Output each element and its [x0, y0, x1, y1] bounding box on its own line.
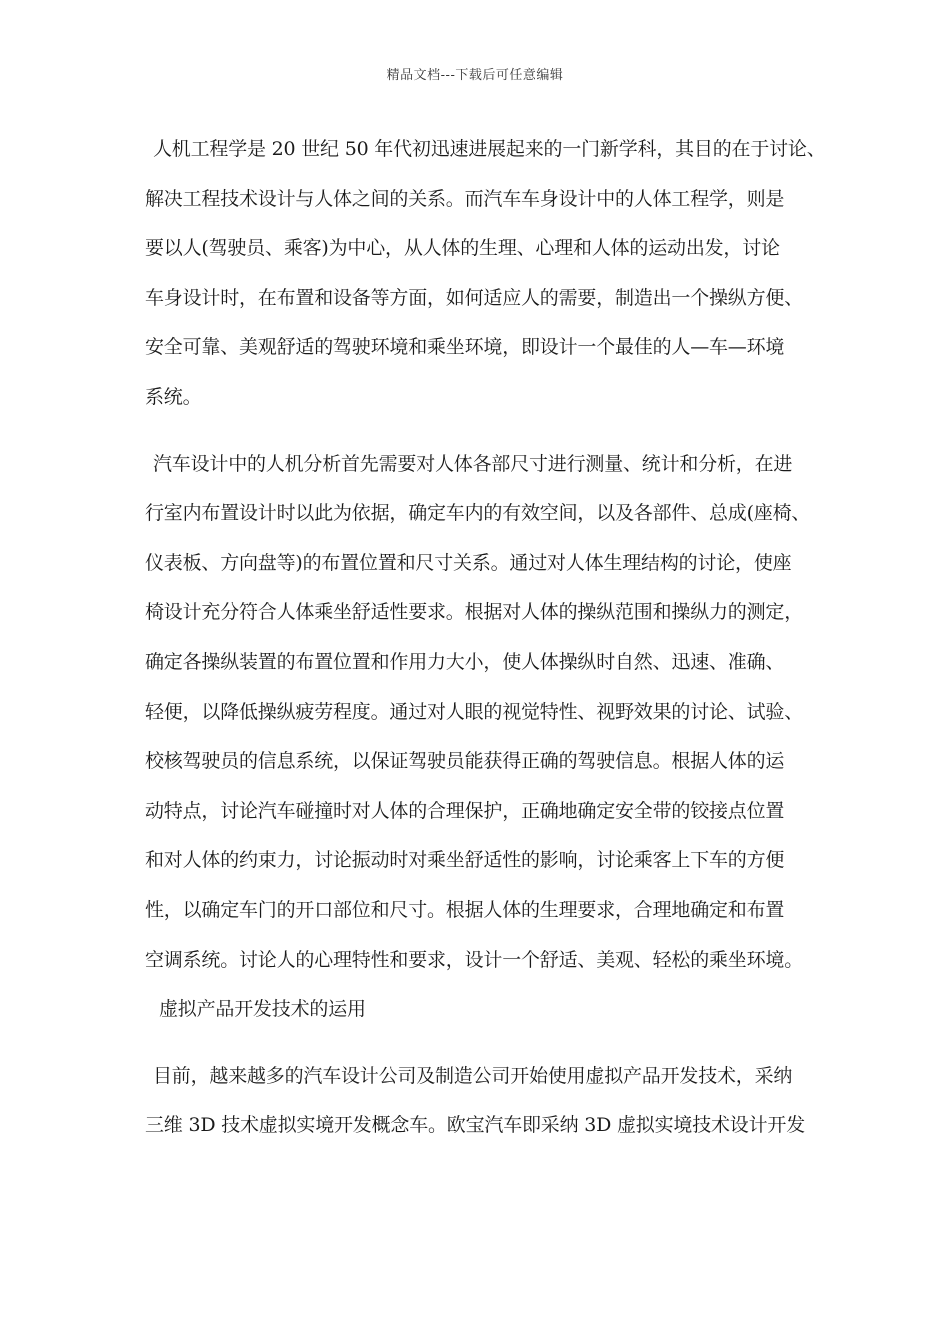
text-line: 空调系统。讨论人的心理特性和要求，设计一个舒适、美观、轻松的乘坐环境。	[145, 948, 804, 971]
text-line: 确定各操纵装置的布置位置和作用力大小，使人体操纵时自然、迅速、准确、	[145, 650, 785, 673]
text-line: 校核驾驶员的信息系统，以保证驾驶员能获得正确的驾驶信息。根据人体的运	[145, 750, 785, 773]
text-line: 轻便，以降低操纵疲劳程度。通过对人眼的视觉特性、视野效果的讨论、试验、	[145, 700, 804, 723]
text-line: 性，以确定车门的开口部位和尺寸。根据人体的生理要求，合理地确定和布置	[145, 898, 785, 921]
text-line: 仪表板、方向盘等)的布置位置和尺寸关系。通过对人体生理结构的讨论，使座	[145, 551, 792, 574]
text-line: 和对人体的约束力，讨论振动时对乘坐舒适性的影响，讨论乘客上下车的方便	[145, 849, 785, 872]
text-line: 人机工程学是 20 世纪 50 年代初迅速进展起来的一门新学科，其目的在于讨论、	[153, 138, 826, 160]
text-line: 系统。	[145, 385, 202, 408]
text-line: 目前，越来越多的汽车设计公司及制造公司开始使用虚拟产品开发技术，采纳	[153, 1064, 793, 1087]
text-line: 汽车设计中的人机分析首先需要对人体各部尺寸进行测量、统计和分析，在进	[153, 452, 793, 475]
paragraph-ergonomics-intro	[145, 131, 826, 429]
paragraph-virtual-development	[145, 1058, 815, 1157]
paragraph-gap	[145, 429, 815, 446]
document-body	[145, 131, 826, 1157]
paragraph-human-machine-analysis	[145, 446, 815, 992]
paragraph-gap	[145, 1041, 815, 1058]
section-heading	[145, 991, 815, 1041]
text-line: 车身设计时，在布置和设备等方面，如何适应人的需要，制造出一个操纵方便、	[145, 286, 804, 309]
text-line: 解决工程技术设计与人体之间的关系。而汽车车身设计中的人体工程学，则是	[145, 187, 785, 210]
section-heading-text: 虚拟产品开发技术的运用	[159, 998, 366, 1021]
text-line: 椅设计充分符合人体乘坐舒适性要求。根据对人体的操纵范围和操纵力的测定，	[145, 601, 804, 624]
text-line: 动特点，讨论汽车碰撞时对人体的合理保护，正确地确定安全带的铰接点位置	[145, 799, 785, 822]
text-line: 要以人(驾驶员、乘客)为中心，从人体的生理、心理和人体的运动出发，讨论	[145, 237, 780, 260]
text-line: 安全可靠、美观舒适的驾驶环境和乘坐环境，即设计一个最佳的人—车—环境	[145, 336, 785, 359]
text-line: 三维 3D 技术虚拟实境开发概念车。欧宝汽车即采纳 3D 虚拟实境技术设计开发	[145, 1114, 806, 1137]
page-header: 精品文档---下载后可任意编辑	[386, 68, 564, 83]
text-line: 行室内布置设计时以此为依据，确定车内的有效空间，以及各部件、总成(座椅、	[145, 502, 811, 525]
